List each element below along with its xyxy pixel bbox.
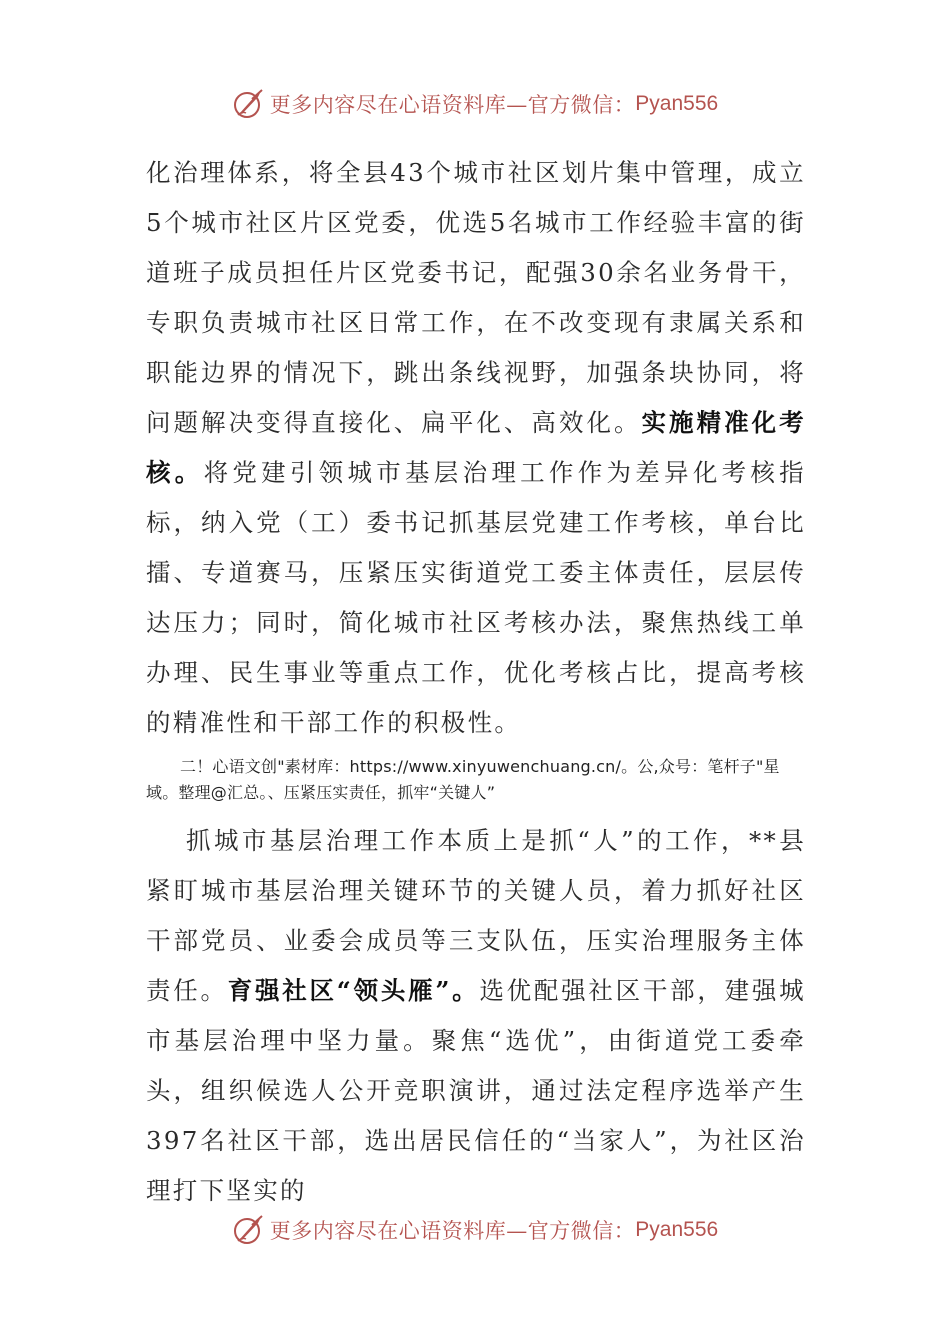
paragraph-1-text-a: 化治理体系，将全县43个城市社区划片集中管理，成立5个城市社区片区党委，优选5名城市工作经验丰富的街道班子成员担任片区党委书记，配强30余名业务骨干，专职负责城市社区日常工作，在不改变现有隶属关系和职能边界的情况下，跳出条线视野，加强条块协同，将问题解决变得直接化、扁平化、高效化。	[146, 158, 806, 437]
paragraph-1-bold-heading: 实施精准化考核。	[146, 408, 806, 487]
banner-wechat-id: Pyan556	[635, 92, 719, 115]
quill-pen-logo-icon	[232, 1213, 266, 1247]
banner-text: 更多内容尽在心语资料库—官方微信：	[269, 93, 636, 117]
header-banner	[0, 84, 950, 124]
banner-text: 更多内容尽在心语资料库—官方微信：	[269, 1219, 636, 1243]
paragraph-2-text-b: 选优配强社区干部，建强城市基层治理中坚力量。聚焦“选优”，由街道党工委牵头，组织候选人公开竞职演讲，通过法定程序选举产生397名社区干部，选出居民信任的“当家人”，为社区治理打下坚实的	[146, 976, 806, 1205]
banner-wechat-id: Pyan556	[635, 1218, 719, 1241]
body-paragraph-1	[146, 148, 806, 748]
quill-pen-logo-icon	[232, 87, 266, 121]
paragraph-1-text-b: 将党建引领城市基层治理工作作为差异化考核指标，纳入党（工）委书记抓基层党建工作考核，单台比擂、专道赛马，压紧压实街道党工委主体责任，层层传达压力；同时，简化城市社区考核办法，聚焦热线工单办理、民生事业等重点工作，优化考核占比，提高考核的精准性和干部工作的积极性。	[146, 458, 806, 737]
section-heading-line	[146, 754, 808, 806]
paragraph-2-bold-heading: 育强社区“领头雁”。	[227, 976, 480, 1005]
body-paragraph-2	[146, 816, 806, 1216]
section-heading-text: 二！心语文创"素材库：https://www.xinyuwenchuang.cn/。公,众号：笔杆子"星域。整理@汇总。、压紧压实责任，抓牢“关键人”	[146, 757, 780, 802]
paragraph-2-text-a: 抓城市基层治理工作本质上是抓“人”的工作，**县紧盯城市基层治理关键环节的关键人员，着力抓好社区干部党员、业委会成员等三支队伍，压实治理服务主体责任。	[146, 826, 806, 1005]
footer-banner	[0, 1210, 950, 1250]
